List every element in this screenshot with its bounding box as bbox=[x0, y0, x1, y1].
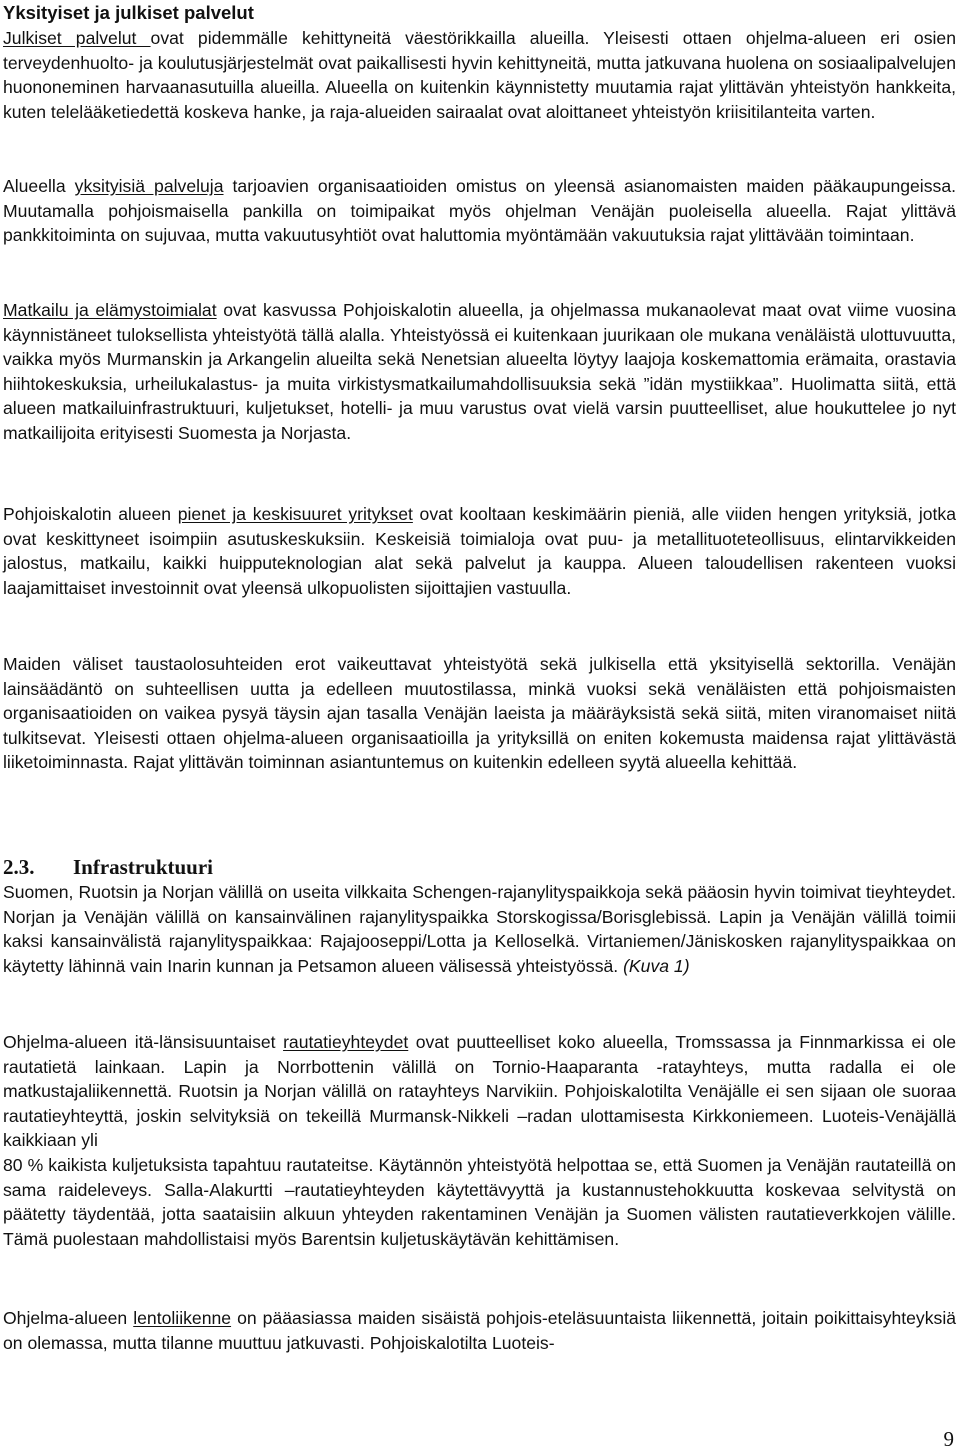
keyword-railways: rautatieyhteydet bbox=[283, 1032, 409, 1052]
figure-reference: (Kuva 1) bbox=[623, 955, 690, 976]
keyword-sme: pienet ja keskisuuret yritykset bbox=[177, 504, 413, 524]
paragraph-private-services: Alueella yksityisiä palveluja tarjoavien organisaatioiden omistus on yleensä asianomaisten maiden pääkaupungeissa. Muutamalla pohjoismaisella pankilla on toimipaikat myös ohjelman Venäjän puoleisella alueella. Rajat ylittävä pankkitoiminta on sujuvaa, mutta vakuutusyhtiöt ovat haluttomia myöntämään vakuutuksia rajat ylittävään toimintaan. bbox=[3, 176, 956, 246]
paragraph-differences: Maiden väliset taustaolosuhteiden erot vaikeuttavat yhteistyötä sekä julkisella että yksityisellä sektorilla. Venäjän lainsäädäntö on suhteellisen uutta ja edelleen muutostilassa, minkä vuoksi sekä venäläisten että pohjoismaisten organisaatioiden on vaikea pysyä täysin ajan tasalla Venäjän laeista ja määräyksistä sekä siitä, miten viranomaiset niitä tulkitsevat. Yleisesti ottaen ohjelma-alueen organisaatioilla ja yrityksillä on eniten kokemusta maidensa rajat ylittävästä liiketoiminnasta. Rajat ylittävän toiminnan asiantuntemus on kuitenkin edelleen syytä alueella kehittää. bbox=[3, 654, 956, 773]
heading-title: Infrastruktuuri bbox=[73, 855, 214, 879]
paragraph-tourism: Matkailu ja elämystoimialat ovat kasvussa Pohjoiskalotin alueella, ja ohjelmassa mukanaolevat maat ovat viime vuosina käynnistäneet tuloksellista yhteistyötä tällä alalla. Yhteistyössä ei kuitenkaan juurikaan ole mukana venäläistä ulottuvuutta, vaikka myös Murmanskin ja Arkangelin alueilta sekä Nenetsian alueelta löytyy laajoja koskemattomia erämaita, orastavia hiihtokeskuksia, urheilukalastus- ja muita virkistysmatkailumahdollisuuksia sekä ”idän mystiikkaa”. Huolimatta siitä, että alueen matkailuinfrastruktuuri, kuljetukset, hotelli- ja muu varustus ovat vielä varsin puutteelliset, alue houkuttelee jo nyt matkailijoita erityisesti Suomesta ja Norjasta. bbox=[3, 300, 956, 443]
paragraph-border-crossings: Suomen, Ruotsin ja Norjan välillä on useita vilkkaita Schengen-rajanylityspaikkoja sekä pääosin hyvin toimivat tieyhteydet. Norjan ja Venäjän välillä on kansainvälinen rajanylityspaikka Storskogissa/Borisglebissä. Lapin ja Venäjän välillä toimii kaksi kansainvälistä rajanylityspaikkaa: Rajajooseppi/Lotta ja Kelloselkä. Virtaniemen/Jäniskosken rajanylityspaikkaa on käytetty lähinnä vain Inarin kunnan ja Petsamon alueen välisessä yhteistyössä. (Kuva 1) bbox=[3, 882, 956, 976]
paragraph-air-traffic: Ohjelma-alueen lentoliikenne on pääasiassa maiden sisäistä pohjois-eteläsuuntaista liikennettä, joitain poikittaisyhteyksiä on olemassa, mutta tilanne muuttuu jatkuvasti. Pohjoiskalotilta Luoteis- bbox=[3, 1308, 957, 1353]
keyword-air-traffic: lentoliikenne bbox=[133, 1308, 232, 1328]
keyword-public-services: Julkiset palvelut bbox=[3, 28, 151, 48]
paragraph-public-services: Julkiset palvelut ovat pidemmälle kehittyneitä väestörikkailla alueilla. Yleisesti ottaen ohjelma-alueen eri osien terveydenhuolto- ja koulutusjärjestelmät ovat paikallisesti hyvin kehittyneitä, mutta jatkuvana huolena on sosiaalipalvelujen huononeminen harvaanasutuilla alueilla. Alueella on kuitenkin käynnistetty muutamia rajat ylittävän yhteistyön hankkeita, kuten telelääketiedettä koskeva hanke, ja raja-alueiden sairaalat ovat aloittaneet yhteistyön kriisitilanteita varten. bbox=[3, 28, 956, 122]
keyword-tourism: Matkailu ja elämystoimialat bbox=[3, 300, 217, 320]
section-title: Yksityiset ja julkiset palvelut bbox=[3, 2, 254, 23]
paragraph-sme: Pohjoiskalotin alueen pienet ja keskisuuret yritykset ovat kooltaan keskimäärin pieniä, alle viiden hengen yrityksiä, jotka ovat keskittyneet isoimpiin asutuskeskuksiin. Keskeisiä toimialoja ovat puu- ja metallituoteteollisuus, elintarvikkeiden jalostus, matkailu, kaikki huipputeknologian alat sekä palvelut ja kauppa. Alueen taloudellisen rakenteen vuoksi laajamittaiset investoinnit ovat yleensä ulkopuolisten sijoittajien vastuulla. bbox=[3, 504, 957, 598]
page-number: 9 bbox=[943, 1427, 954, 1451]
heading-infrastructure bbox=[3, 854, 956, 880]
paragraph-railways: Ohjelma-alueen itä-länsisuuntaiset rautatieyhteydet ovat puutteelliset koko alueella, Tromssassa ja Finnmarkissa ei ole rautatietä lainkaan. Lapin ja Norrbottenin välillä on Tornio-Haaparanta -ratayhteys, mutta radalla ei ole matkustajaliikennettä. Ruotsin ja Norjan välillä on ratayhteys Narvikiin. Pohjoiskalotilta Venäjälle ei sen sijaan ole suoraa rautatieyhteyttä, joskin selvityksiä on tekeillä Murmansk-Nikkeli –radan ulottamisesta Kirkkoniemeen. Luoteis-Venäjällä kaikkiaan yli 80 % kaikista kuljetuksista tapahtuu rautateitse. Käytännön yhteistyötä helpottaa se, että Suomen ja Venäjän rautateillä on sama raideleveys. Salla-Alakurtti –rautatieyhteyden käytettävyyttä ja kustannustehokkuutta koskevaa selvitystä on päätetty täydentää, jotta saataisiin alkuun yhteyden rakentaminen Venäjän ja Suomen välisten rautatieverkkojen välille. Tämä puolestaan mahdollistaisi myös Barentsin kuljetuskäytävän kehittämisen. bbox=[3, 1032, 957, 1249]
keyword-private-services: yksityisiä palveluja bbox=[74, 176, 224, 196]
heading-number: 2.3. bbox=[3, 855, 35, 879]
